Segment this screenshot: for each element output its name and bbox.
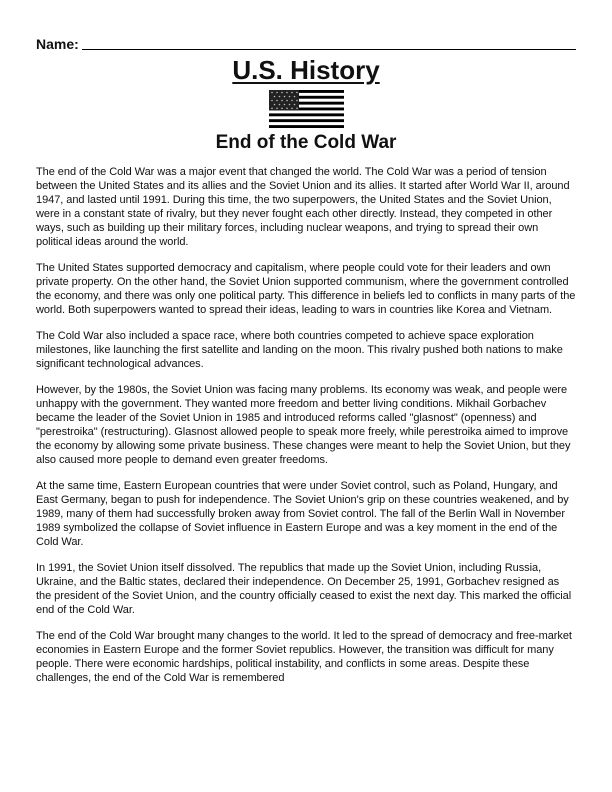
section-heading: End of the Cold War <box>215 132 397 153</box>
paragraph-4: However, by the 1980s, the Soviet Union was facing many problems. Its economy was weak, and people were unhappy with the government. They wanted more freedom and better living conditions. Mikhail Gorbachev became the leader of the Soviet Union in 1985 and introduced reforms called "glasnost" (openness) and "perestroika" (restructuring). Glasnost allowed people to speak more freely, while perestroika aimed to improve the economy by allowing some private business. These changes were meant to help the Soviet Union, but they also caused more people to demand even greater freedoms. <box>36 384 571 466</box>
name-input-line[interactable] <box>82 49 576 50</box>
paragraph-6: In 1991, the Soviet Union itself dissolved. The republics that made up the Soviet Union, including Russia, Ukraine, and the Baltic states, declared their independence. On December 25, 1991, Gorbachev resigned as the president of the Soviet Union, and the country officially ceased to exist the next day. This marked the official end of the Cold War. <box>36 562 572 616</box>
american-flag-icon <box>269 90 344 128</box>
name-label: Name: <box>36 36 79 52</box>
paragraph-5: At the same time, Eastern European countries that were under Soviet control, such as Poland, Hungary, and East Germany, began to push for independence. The Soviet Union's grip on these countries weakened, and by 1989, many of them had successfully broken away from Soviet control. The fall of the Berlin Wall in November 1989 symbolized the collapse of Soviet influence in Eastern Europe and was a key moment in the end of the Cold War. <box>36 480 569 548</box>
page-title: U.S. History <box>232 55 380 85</box>
name-field-row <box>36 36 576 54</box>
paragraph-2: The United States supported democracy and capitalism, where people could vote for their leaders and own private property. On the other hand, the Soviet Union supported communism, where the government controlled the economy, and there was only one political party. This difference in beliefs led to conflicts in many parts of the world. Both superpowers wanted to spread their ideas, leading to wars in countries like Korea and Vietnam. <box>36 262 576 316</box>
paragraph-1: The end of the Cold War was a major event that changed the world. The Cold War was a period of tension between the United States and its allies and the Soviet Union and its allies. It started after World War II, around 1947, and lasted until 1991. During this time, the two superpowers, the United States and the Soviet Union, were in a constant state of rivalry, but they never fought each other directly. Instead, they competed in other ways, such as building up their military forces, including nuclear weapons, and trying to spread their own political ideas around the world. <box>36 166 570 248</box>
paragraph-7: The end of the Cold War brought many changes to the world. It led to the spread of democracy and free-market economies in Eastern Europe and the former Soviet republics. However, the transition was difficult for many people. There were economic hardships, political instability, and conflicts in some areas. Despite these challenges, the end of the Cold War is remembered <box>36 630 572 684</box>
article-body <box>36 165 576 697</box>
paragraph-3: The Cold War also included a space race, where both countries competed to achieve space exploration milestones, like launching the first satellite and landing on the moon. This rivalry pushed both nations to make significant technological advances. <box>36 330 563 370</box>
